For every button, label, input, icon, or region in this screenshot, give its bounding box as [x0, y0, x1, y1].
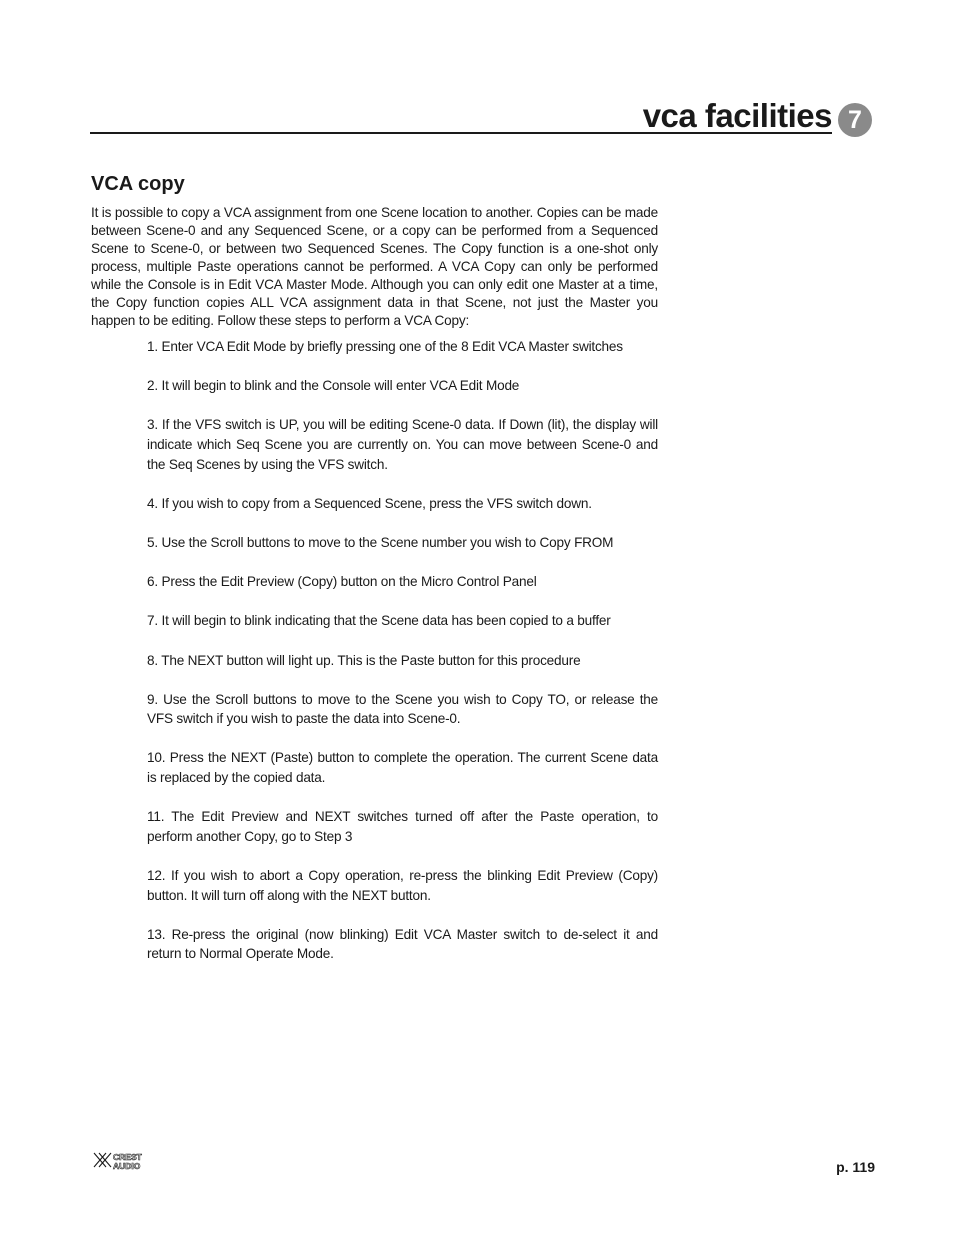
- step-item: 12. If you wish to abort a Copy operation, re-press the blinking Edit Preview (Copy) button. It will turn off along with the NEXT button.: [147, 868, 658, 903]
- step-item: 4. If you wish to copy from a Sequenced Scene, press the VFS switch down.: [147, 495, 592, 511]
- step-item: 2. It will begin to blink and the Console will enter VCA Edit Mode: [147, 378, 520, 394]
- step-item: 11. The Edit Preview and NEXT switches turned off after the Paste operation, to perform another Copy, go to Step 3: [147, 809, 658, 844]
- logo-text-audio: AUDIO: [113, 1161, 141, 1171]
- crest-audio-logo: [93, 1151, 159, 1171]
- step-item: 1. Enter VCA Edit Mode by briefly pressing one of the 8 Edit VCA Master switches: [147, 339, 623, 354]
- step-item: 7. It will begin to blink indicating that the Scene data has been copied to a buffer: [147, 613, 611, 629]
- intro-paragraph: It is possible to copy a VCA assignment from one Scene location to another. Copies can be made between Scene-0 and any Sequenced Scene, or a copy can be performed from a Sequenced Scene to Scene-0, or between two Sequenced Scenes. The Copy function is a one-shot only process, multiple Paste operations cannot be performed. A VCA Copy can only be performed while the Console is in Edit VCA Master Mode. Although you can only edit one Master at a time, the Copy function copies ALL VCA assignment data in that Scene, not just the Master you happen to be editing. Follow these steps to perform a VCA Copy:: [91, 205, 658, 328]
- step-item: 3. If the VFS switch is UP, you will be editing Scene-0 data. If Down (lit), the display will indicate which Seq Scene you are currently on. You can move between Scene-0 and the Seq Scenes by using the VFS switch.: [147, 417, 658, 472]
- header-rule: [90, 132, 832, 134]
- step-item: 10. Press the NEXT (Paste) button to complete the operation. The current Scene data is replaced by the copied data.: [147, 750, 658, 786]
- step-item: 5. Use the Scroll buttons to move to the Scene number you wish to Copy FROM: [147, 534, 614, 550]
- step-item: 8. The NEXT button will light up. This is the Paste button for this procedure: [147, 652, 581, 668]
- logo-text-crest: CREST: [113, 1152, 142, 1162]
- step-item: 9. Use the Scroll buttons to move to the Scene you wish to Copy TO, or release the VFS switch if you wish to paste the data into Scene-0.: [147, 691, 658, 727]
- page-number: p. 119: [836, 1159, 875, 1175]
- section-heading: VCA copy: [91, 173, 185, 195]
- chapter-title: vca facilities: [642, 97, 832, 134]
- step-item: 13. Re-press the original (now blinking) Edit VCA Master switch to de-select it and return to Normal Operate Mode.: [147, 926, 658, 962]
- step-item: 6. Press the Edit Preview (Copy) button on the Micro Control Panel: [147, 574, 537, 590]
- chapter-number-badge: 7: [838, 103, 872, 137]
- steps-list: [147, 337, 658, 984]
